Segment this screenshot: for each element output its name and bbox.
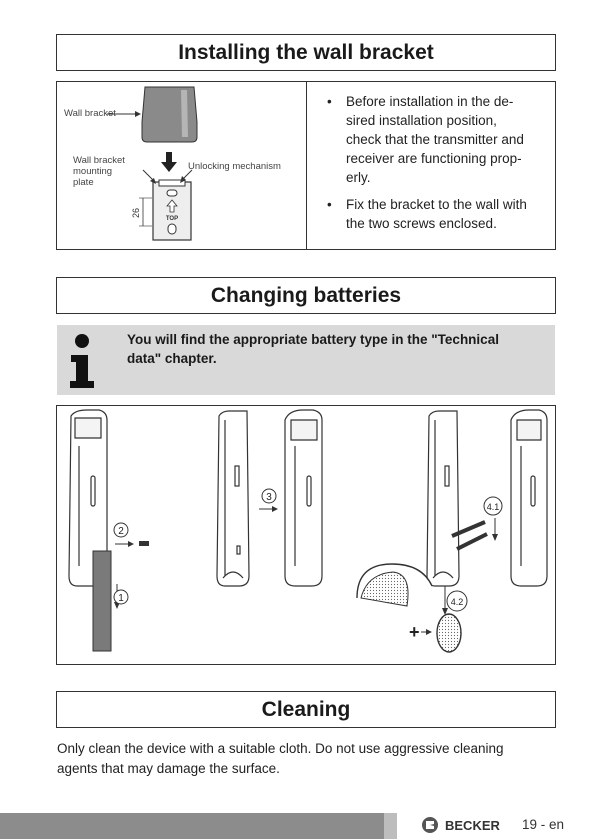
bullet-symbol: • <box>327 94 332 109</box>
transmitter-body <box>142 87 197 142</box>
battery-illustration <box>57 406 555 664</box>
cleaning-instructions: Only clean the device with a suitable cloth. Do not use aggressive cleaning agents that may damage the surface. <box>57 741 504 776</box>
info-icon <box>65 331 99 389</box>
becker-logo-icon <box>421 816 439 834</box>
step-2-label: 2 <box>118 526 124 537</box>
list-item: • Fix the bracket to the wall with the two screws enclosed. <box>327 197 527 231</box>
transmitter-step-4-open <box>427 411 459 586</box>
page-number: 19 - en <box>522 817 565 832</box>
brand-name: BECKER <box>445 817 500 833</box>
label-wall-bracket: Wall bracket <box>64 108 116 119</box>
section-heading-cleaning <box>56 691 556 728</box>
label-unlocking-mechanism: Unlocking mechanism <box>188 161 281 172</box>
dimension-label: 26 <box>131 207 141 218</box>
bullet-symbol: • <box>327 197 332 212</box>
step-4-1-label: 4.1 <box>486 502 500 512</box>
transmitter-step-3-closed <box>285 410 322 586</box>
section-title: Cleaning <box>261 697 351 721</box>
transmitter-step-3-open <box>217 411 249 586</box>
footer-accent <box>384 813 397 839</box>
panel-divider <box>306 82 307 249</box>
step-4-2-label: 4.2 <box>450 597 464 607</box>
battery-cover-strip <box>93 551 111 651</box>
list-item: • Before installation in the de- sired installation position, check that the transmitter and receiver are functioning prop- erly. <box>327 94 524 185</box>
info-text: You will find the appropriate battery type in the "Technical data" chapter. <box>127 332 499 366</box>
step-3-label: 3 <box>266 492 272 503</box>
installation-instructions <box>327 92 545 241</box>
section-heading-wall-bracket <box>56 34 556 71</box>
footer-bar <box>0 813 384 839</box>
section-title: Installing the wall bracket <box>178 40 434 64</box>
step-1-label: 1 <box>118 593 124 604</box>
plus-symbol: + <box>409 622 420 642</box>
brand-logo <box>421 816 500 834</box>
info-note <box>57 325 555 395</box>
transmitter-step-4-closed <box>511 410 547 586</box>
section-heading-batteries <box>56 277 556 314</box>
section-title: Changing batteries <box>210 283 402 307</box>
label-mounting-plate: Wall bracket mounting plate <box>73 155 125 188</box>
plate-top-text: TOP <box>165 216 179 222</box>
coin-battery <box>437 614 461 652</box>
